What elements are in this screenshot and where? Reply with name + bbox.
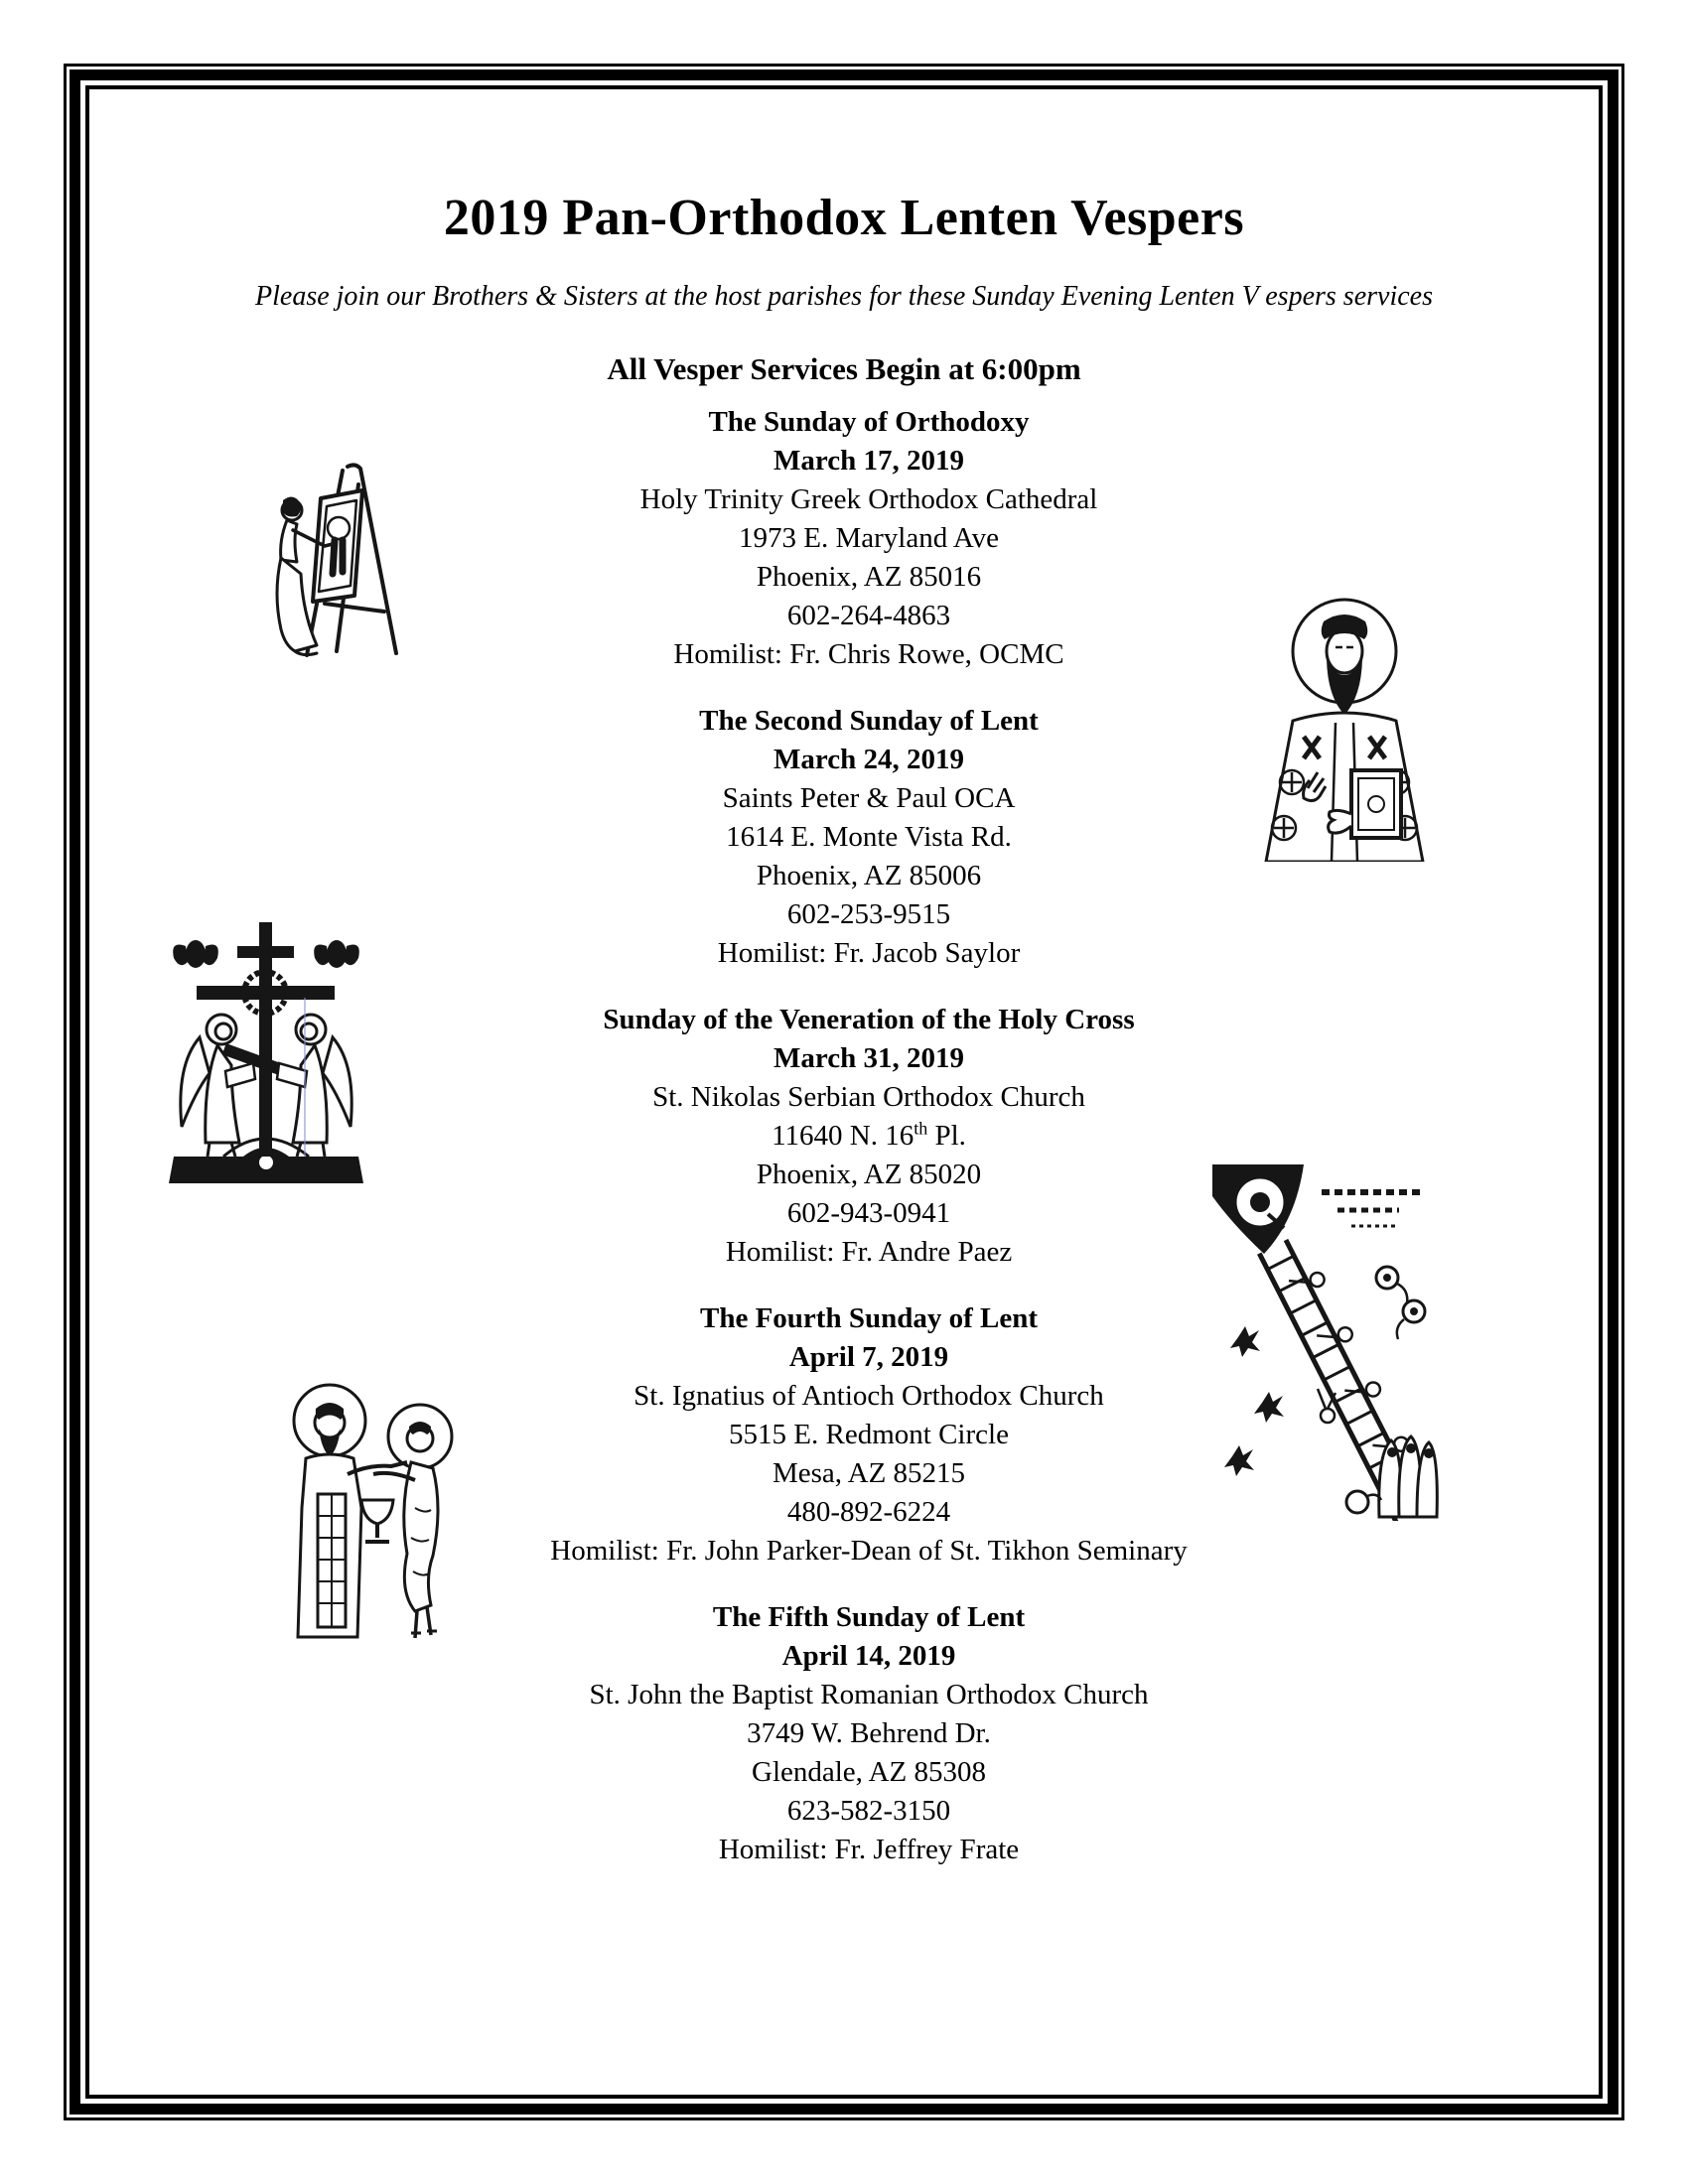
service-name: The Sunday of Orthodoxy: [708, 406, 1030, 438]
service-time-notice: All Vesper Services Begin at 6:00pm: [607, 351, 1081, 386]
service-name: The Fourth Sunday of Lent: [699, 1302, 1038, 1334]
service-address: 5515 E. Redmont Circle: [729, 1419, 1009, 1450]
service-city: Phoenix, AZ 85016: [756, 561, 982, 593]
service-location: Saints Peter & Paul OCA: [722, 782, 1016, 814]
service-homilist: Homilist: Fr. Andre Paez: [725, 1236, 1013, 1268]
service-name: The Second Sunday of Lent: [699, 705, 1039, 737]
service-address: 1614 E. Monte Vista Rd.: [726, 821, 1012, 853]
service-homilist: Homilist: Fr. Chris Rowe, OCMC: [673, 638, 1064, 670]
service-location: St. John the Baptist Romanian Orthodox Church: [589, 1679, 1149, 1710]
service-phone: 602-253-9515: [786, 898, 951, 930]
service-homilist: Homilist: Fr. John Parker-Dean of St. Tikhon Seminary: [550, 1535, 1188, 1567]
service-address: 11640 N. 16th Pl.: [772, 1118, 966, 1152]
service-phone: 602-264-4863: [786, 600, 951, 631]
holy-cross-angels-icon: [166, 896, 365, 1185]
st-gregory-palamas-icon: [1258, 576, 1430, 862]
service-city: Glendale, AZ 85308: [752, 1756, 986, 1788]
service-city: Phoenix, AZ 85020: [756, 1159, 982, 1190]
service-location: St. Ignatius of Antioch Orthodox Church: [633, 1380, 1104, 1412]
service-name: Sunday of the Veneration of the Holy Cross: [603, 1004, 1135, 1035]
service-homilist: Homilist: Fr. Jacob Saylor: [717, 937, 1021, 969]
service-location: St. Nikolas Serbian Orthodox Church: [652, 1081, 1085, 1113]
iconographer-icon: [273, 455, 405, 665]
service-date: April 7, 2019: [788, 1341, 949, 1373]
service-date: April 14, 2019: [781, 1640, 956, 1672]
page-title: 2019 Pan-Orthodox Lenten Vespers: [443, 190, 1245, 246]
service-city: Mesa, AZ 85215: [772, 1457, 966, 1489]
service-homilist: Homilist: Fr. Jeffrey Frate: [718, 1834, 1020, 1865]
service-date: March 24, 2019: [774, 744, 964, 775]
blue-pen-mark: [304, 998, 306, 1157]
service-phone: 623-582-3150: [786, 1795, 951, 1827]
service-location: Holy Trinity Greek Orthodox Cathedral: [639, 483, 1098, 515]
service-name: The Fifth Sunday of Lent: [712, 1601, 1026, 1633]
service-phone: 602-943-0941: [786, 1197, 951, 1229]
ladder-of-divine-ascent-icon: [1210, 1162, 1439, 1521]
service-address: 3749 W. Behrend Dr.: [747, 1717, 991, 1749]
st-mary-of-egypt-communion-icon: [270, 1359, 478, 1641]
service-date: March 17, 2019: [774, 445, 964, 477]
invitation-subtitle: Please join our Brothers & Sisters at the host parishes for these Sunday Evening Lenten V espers services: [255, 281, 1433, 312]
service-date: March 31, 2019: [774, 1042, 964, 1074]
service-phone: 480-892-6224: [786, 1496, 951, 1528]
service-city: Phoenix, AZ 85006: [756, 860, 982, 891]
service-address: 1973 E. Maryland Ave: [738, 522, 1000, 554]
